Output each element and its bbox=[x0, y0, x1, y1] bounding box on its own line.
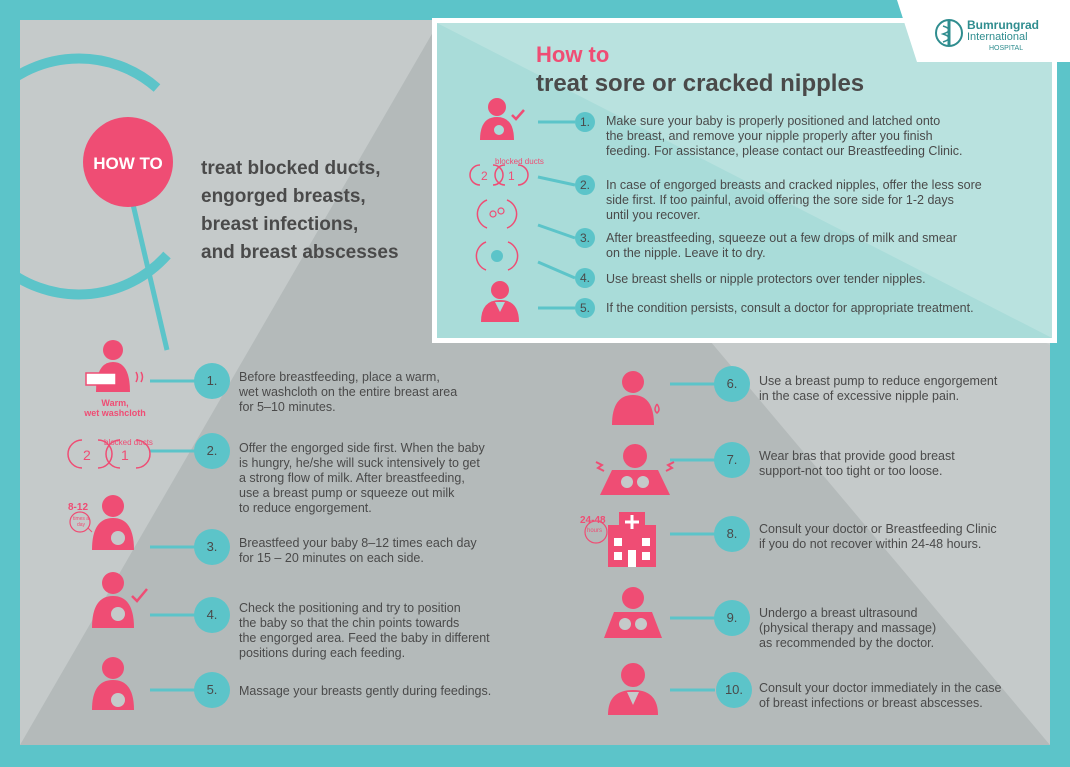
blocked-item-3: Breastfeed your baby 8–12 times each day for 15 – 20 minutes on each side. bbox=[239, 536, 477, 565]
massage-icon bbox=[92, 657, 134, 710]
hours-unit-label: hours bbox=[587, 528, 603, 534]
blocked-item-1: Before breastfeeding, place a warm, wet washcloth on the entire breast area for 5–10 minutes. bbox=[239, 370, 458, 414]
blocked-num-9: 9. bbox=[726, 610, 738, 625]
blocked-num-7: 7. bbox=[726, 452, 738, 467]
warm-label: Warm, wet washcloth bbox=[84, 398, 146, 418]
blocked-num-1: 1. bbox=[206, 373, 218, 388]
how-to-label: HOW TO bbox=[93, 154, 163, 173]
hospital-icon bbox=[608, 512, 656, 567]
blocked-two: 2 bbox=[83, 447, 91, 463]
logo-line2: International bbox=[967, 31, 1028, 43]
sore-item-2: In case of engorged breasts and cracked nipples, offer the less sore side first. If too painful, avoid offering the sore side for 1-2 days until you recover. bbox=[606, 178, 982, 222]
blocked-item-6: Use a breast pump to reduce engorgement in the case of excessive nipple pain. bbox=[759, 374, 998, 403]
logo-line1: Bumrungrad bbox=[967, 18, 1039, 32]
blocked-num-5: 5. bbox=[206, 682, 218, 697]
blocked-item-2: Offer the engorged side first. When the baby is hungry, he/she will suck intensively to get a strong flow of milk. After breastfeeding, use a breast pump or squeeze out milk to reduce engorgement. bbox=[239, 441, 485, 515]
sore-title-line1: How to bbox=[536, 42, 610, 67]
sore-item-1: Make sure your baby is properly positioned and latched onto the breast, and remove your nipple properly after you finish feeding. For assistance, please contact our Breastfeeding Clinic. bbox=[606, 114, 963, 158]
logo-line3: HOSPITAL bbox=[989, 45, 1024, 52]
sore-one-label: 1 bbox=[508, 169, 515, 183]
sore-item-3: After breastfeeding, squeeze out a few drops of milk and smear on the nipple. Leave it to dry. bbox=[606, 231, 957, 260]
sore-two-label: 2 bbox=[481, 169, 488, 183]
sore-num-2: 2. bbox=[579, 178, 590, 192]
sore-num-3: 3. bbox=[579, 231, 590, 245]
warm-washcloth-icon bbox=[86, 340, 143, 392]
bra-support-icon bbox=[596, 444, 674, 495]
blocked-subtitle: treat blocked ducts, engorged breasts, breast infections, and breast abscesses bbox=[201, 158, 399, 263]
sore-num-4: 4. bbox=[579, 271, 590, 285]
hours-label: 24-48 bbox=[580, 515, 606, 526]
sore-item-5: If the condition persists, consult a doctor for appropriate treatment. bbox=[606, 301, 974, 315]
blocked-item-9: Undergo a breast ultrasound (physical therapy and massage) as recommended by the doctor. bbox=[759, 606, 937, 650]
sore-num-1: 1. bbox=[579, 115, 590, 129]
times-unit-label: times a day bbox=[72, 516, 90, 528]
blocked-num-10: 10. bbox=[724, 682, 744, 697]
positioning-icon bbox=[92, 572, 147, 628]
blocked-num-2: 2. bbox=[206, 443, 218, 458]
sore-title-line2: treat sore or cracked nipples bbox=[536, 70, 865, 97]
blocked-item-7: Wear bras that provide good breast support-not too tight or too loose. bbox=[759, 449, 955, 478]
sore-num-5: 5. bbox=[579, 301, 590, 315]
blocked-num-6: 6. bbox=[726, 376, 738, 391]
blocked-num-3: 3. bbox=[206, 539, 218, 554]
ultrasound-icon bbox=[604, 587, 662, 638]
blocked-item-8: Consult your doctor or Breastfeeding Clinic if you do not recover within 24-48 hours. bbox=[759, 522, 997, 551]
blocked-num-8: 8. bbox=[726, 526, 738, 541]
blocked-item-10: Consult your doctor immediately in the case of breast infections or breast abscesses. bbox=[759, 681, 1002, 710]
sore-item-4: Use breast shells or nipple protectors over tender nipples. bbox=[606, 272, 926, 286]
blocked-one: 1 bbox=[121, 447, 129, 463]
breast-pump-icon bbox=[612, 371, 659, 425]
doctor-icon bbox=[608, 663, 658, 715]
times-label: 8-12 bbox=[68, 502, 89, 513]
blocked-num-4: 4. bbox=[206, 607, 218, 622]
blocked-item-4: Check the positioning and try to position the baby so that the chin points towards the engorged area. Feed the baby in different positions during each feeding. bbox=[239, 601, 490, 660]
sore-blocked-label: blocked ducts bbox=[495, 157, 544, 166]
blocked-label: blocked ducts bbox=[104, 438, 153, 447]
blocked-item-5: Massage your breasts gently during feedings. bbox=[239, 684, 492, 698]
